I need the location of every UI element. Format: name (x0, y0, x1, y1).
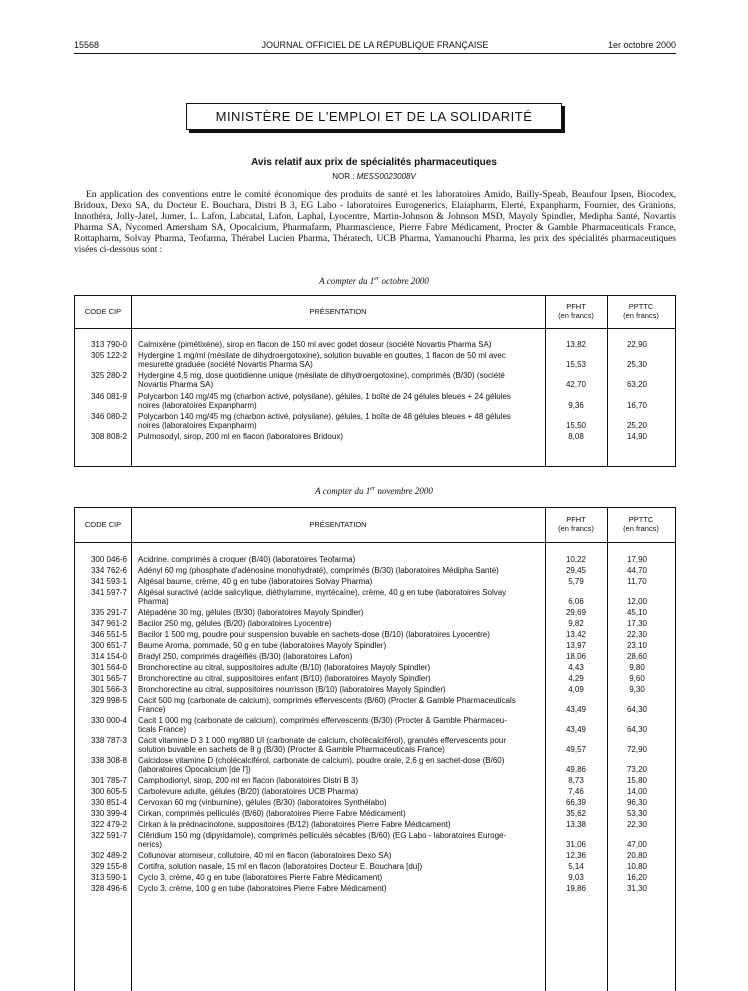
cip-code: 302 489-2 (90, 851, 127, 860)
presentation-line: Hydergine 1 mg/ml (mésilate de dihydroergotoxine), solution buvable en gouttes, 1 flacon de 50 ml avec (138, 351, 506, 361)
cip-code: 313 590-1 (90, 873, 127, 882)
table-row (75, 716, 675, 734)
table-row (75, 696, 675, 714)
ppttc-price: 11,70 (627, 577, 647, 586)
presentation-line: Cacit 500 mg (carbonate de calcium), comprimés effervescents (B/60) (Procter & Gamble Pharmaceuticals (138, 696, 516, 705)
cip-code: 341 597-7 (90, 588, 127, 597)
table-row (75, 412, 675, 430)
nor-code: MESS0023008V (356, 172, 416, 181)
table-row (75, 862, 675, 871)
cip-code: 341 593-1 (90, 577, 127, 586)
col-code-header: CODE CIP (84, 307, 122, 316)
table-row (75, 809, 675, 818)
ppttc-price: 22,90 (626, 340, 648, 349)
nor-label: NOR : (332, 172, 355, 181)
cip-code: 301 564-0 (90, 663, 127, 672)
pfht-price: 15,53 (565, 360, 587, 370)
pfht-price: 31,06 (565, 840, 587, 849)
presentation-line: Algésal baume, crème, 40 g en tube (laboratoires Solvay Pharma) (138, 577, 373, 586)
table-row (75, 340, 675, 349)
cip-code: 322 479-2 (90, 820, 127, 829)
cip-code: 314 154-0 (90, 652, 127, 661)
col-pfht-unit: (en francs) (558, 311, 594, 320)
pfht-price: 8,08 (568, 432, 584, 441)
cip-code: 301 565-7 (90, 674, 127, 683)
pfht-price: 8,73 (568, 776, 584, 785)
ministry-box: MINISTÈRE DE L'EMPLOI ET DE LA SOLIDARITÉ (186, 103, 562, 130)
pfht-price: 7,46 (568, 787, 584, 796)
table-row (75, 392, 675, 410)
pfht-price: 6,06 (568, 597, 584, 606)
cip-code: 347 961-2 (90, 619, 127, 628)
price-table-november (74, 507, 676, 991)
col-ppttc-unit: (en francs) (623, 524, 659, 533)
ppttc-price: 23,10 (626, 641, 648, 650)
presentation-line: Atépadène 30 mg, gélules (B/30) (laboratoires Mayoly Spindler) (138, 608, 364, 617)
price-table-october (74, 295, 676, 467)
presentation-line: (laboratoires Opocalcium [de l']) (138, 765, 251, 774)
cip-code: 329 998-5 (90, 696, 127, 705)
table-row (75, 787, 675, 796)
page-number: 15568 (74, 40, 100, 50)
section-heading-november (0, 486, 748, 496)
ppttc-price: 22,30 (626, 630, 648, 639)
page-header (74, 40, 676, 54)
table-row (75, 756, 675, 774)
ppttc-price: 44,70 (626, 566, 648, 575)
ppttc-price: 64,30 (626, 705, 648, 714)
pfht-price: 35,62 (565, 809, 587, 818)
col-ppttc-header: PPTTC (628, 515, 654, 524)
cip-code: 338 787-3 (90, 736, 127, 745)
table-row (75, 831, 675, 849)
cip-code: 305 122-2 (90, 351, 127, 361)
presentation-line: Cirkan, comprimés pelliculés (B/60) (laboratoires Pierre Fabre Médicament) (138, 809, 406, 818)
intro-paragraph: En application des conventions entre le comité économique des produits de santé et les laboratoires Amido, Bailly-Speab, Beaufour Ipsen, Biocodex, Bridoux, Dexo SA, du Docteur E. Bouchara, Distri B 3, EG Labo - laboratoires Eurogenerics, Elaiapharm, Elerté, Expanpharm, Fournier, des Granions, Innothéra, Jolly-Jatel, Jumer, L. Lafon, Labcatal, Lafon, Laphal, Lyocentre, Martin-Johnson & Johnson MSD, Mayoly Spindler, Medipha Santé, Novartis Pharma SA, Nycomed Amersham SA, Opocalcium, Pharmafarm, Pharmascience, Pierre Fabre Médicament, Procter & Gamble Pharmaceuticals France, Rottapharm, Solvay Pharma, Teofarma, Thérabel Lucien Pharma, Thératech, UCB Pharma, Yamanouchi Pharma, les prix des spécialités pharmaceutiques visées ci-dessous sont : (74, 190, 676, 255)
presentation-line: Collunovar atomiseur, collutoire, 40 ml en flacon (laboratoires Dexo SA) (138, 851, 392, 860)
cip-code: 335 291-7 (90, 608, 127, 617)
ppttc-price: 45,10 (626, 608, 648, 617)
table-row (75, 641, 675, 650)
presentation-line: Bronchorectine au citral, suppositoires nourrisson (B/10) (laboratoires Mayoly Spindler) (138, 685, 446, 694)
presentation-line: Acidrine, comprimés à croquer (B/40) (laboratoires Teofarma) (138, 555, 356, 564)
presentation-line: Bacilor 250 mg, gélules (B/20) (laboratoires Lyocentre) (138, 619, 332, 628)
presentation-line: Polycarbon 140 mg/45 mg (charbon activé, polysilane), gélules, 1 boîte de 48 gélules bleues + 48 gélules (138, 411, 511, 421)
cip-code: 338 308-8 (90, 756, 127, 765)
table-row (75, 371, 675, 389)
pfht-price: 13,42 (565, 630, 587, 639)
presentation-line: Clêridium 150 mg (dipyridamole), comprimés pelliculés sécables (B/60) (EG Labo - laboratoires Euroge- (138, 831, 507, 840)
presentation-line: Adényl 60 mg (phosphate d'adénosine monohydraté), comprimés (B/30) (laboratoires Médipha Santé) (138, 566, 499, 575)
cip-code: 322 591-7 (90, 831, 127, 840)
table-row (75, 555, 675, 564)
section-sup: er (370, 486, 376, 492)
pfht-price: 4,29 (568, 674, 584, 683)
header-rule (74, 53, 676, 54)
presentation-line: Pharma) (138, 597, 169, 606)
presentation-line: Bronchorectine au citral, suppositoires adulte (B/10) (laboratoires Mayoly Spindler) (138, 663, 431, 672)
ppttc-price: 10,80 (626, 862, 648, 871)
presentation-line: solution buvable en sachets de 8 g (B/30) (Procter & Gamble Pharmaceuticals France) (138, 745, 445, 754)
pfht-price: 4,43 (568, 663, 584, 672)
ppttc-price: 17,30 (626, 619, 648, 628)
presentation-line: Algésal suractivé (acide salicylique, diéthylamine, myrtécaïne), crème, 40 g en tube (laboratoires Solvay (138, 588, 507, 597)
ppttc-price: 9,30 (629, 685, 645, 694)
pfht-price: 43,49 (565, 725, 587, 734)
presentation-line: Pulmosodyl, sirop, 200 ml en flacon (laboratoires Bridoux) (138, 432, 343, 441)
ppttc-price: 72,90 (626, 745, 648, 754)
presentation-line: Novartis Pharma SA) (138, 380, 214, 390)
table-row (75, 674, 675, 683)
cip-code: 301 566-3 (90, 685, 127, 694)
table-row (75, 820, 675, 829)
pfht-price: 19,86 (565, 884, 587, 893)
ppttc-price: 20,80 (626, 851, 648, 860)
ppttc-price: 16,20 (626, 873, 648, 882)
presentation-line: Bradyl 250, comprimés dragéifiés (B/30) (laboratoires Lafon) (138, 652, 353, 661)
presentation-line: Polycarbon 140 mg/45 mg (charbon activé, polysilane), gélules, 1 boîte de 24 gélules bleues + 24 gélules (138, 391, 511, 401)
table-row (75, 630, 675, 639)
table-row (75, 776, 675, 785)
table-row (75, 351, 675, 369)
presentation-line: Calcidose vitamine D (cholécalciférol, carbonate de calcium), poudre orale, 2,6 g en sachet-dose (B/60) (138, 756, 505, 765)
presentation-line: ticals France) (138, 725, 187, 734)
pfht-price: 13,82 (565, 340, 587, 349)
table-row (75, 884, 675, 893)
pfht-price: 5,14 (568, 862, 584, 871)
presentation-line: France) (138, 705, 166, 714)
pfht-price: 49,86 (565, 765, 587, 774)
table-row (75, 652, 675, 661)
ppttc-price: 96,30 (626, 798, 648, 807)
pfht-price: 13,97 (565, 641, 587, 650)
presentation-line: Cervoxan 60 mg (vinburnine), gélules (B/30) (laboratoires Synthélabo) (138, 798, 387, 807)
col-presentation-header: PRÉSENTATION (309, 307, 367, 316)
pfht-price: 10,22 (565, 555, 587, 564)
table-row (75, 608, 675, 617)
col-ppttc-header: PPTTC (628, 302, 654, 311)
presentation-line: Cyclo 3, crème, 40 g en tube (laboratoires Pierre Fabre Médicament) (138, 873, 383, 882)
table-row (75, 798, 675, 807)
col-pfht-header: PFHT (566, 302, 586, 311)
presentation-line: Baume Aroma, pommade, 50 g en tube (laboratoires Mayoly Spindler) (138, 641, 387, 650)
presentation-line: Cacit vitamine D 3 1 000 mg/880 UI (carbonate de calcium, cholécalciférol), granulés effervescents pour (138, 736, 507, 745)
presentation-line: Cortifra, solution nasale, 15 ml en flacon (laboratoires Docteur E. Bouchara [du]) (138, 862, 423, 871)
table-row (75, 663, 675, 672)
ppttc-price: 63,20 (626, 380, 648, 390)
cip-code: 300 605-5 (90, 787, 127, 796)
pfht-price: 5,79 (568, 577, 584, 586)
cip-code: 308 808-2 (90, 432, 127, 441)
cip-code: 346 080-2 (90, 411, 127, 421)
table-row (75, 851, 675, 860)
col-presentation-header: PRÉSENTATION (309, 520, 367, 529)
pfht-price: 29,45 (565, 566, 587, 575)
presentation-line: Cirkan à la prédnacinolone, suppositoires (B/12) (laboratoires Pierre Fabre Médicament) (138, 820, 451, 829)
section-suffix: novembre 2000 (375, 486, 433, 496)
pfht-price: 66,39 (565, 798, 587, 807)
ppttc-price: 28,60 (626, 652, 648, 661)
presentation-line: Bacilor 1 500 mg, poudre pour suspension buvable en sachets-dose (B/10) (laboratoires Lyocentre) (138, 630, 490, 639)
ppttc-price: 47,00 (626, 840, 648, 849)
journal-title: JOURNAL OFFICIEL DE LA RÉPUBLIQUE FRANÇAISE (261, 40, 489, 50)
section-suffix: octobre 2000 (379, 276, 429, 286)
table-header (75, 296, 675, 329)
col-pfht-unit: (en francs) (558, 524, 594, 533)
cip-code: 334 762-6 (90, 566, 127, 575)
pfht-price: 15,50 (565, 420, 587, 430)
table-row (75, 619, 675, 628)
ppttc-price: 31,30 (626, 884, 648, 893)
ppttc-price: 17,90 (626, 555, 648, 564)
table-header (75, 508, 675, 543)
notice-title: Avis relatif aux prix de spécialités pharmaceutiques (251, 157, 497, 168)
presentation-line: noires (laboratoires Expanpharm) (138, 400, 257, 410)
cip-code: 300 046-6 (90, 555, 127, 564)
presentation-line: Bronchorectine au citral, suppositoires enfant (B/10) (laboratoires Mayoly Spindler) (138, 674, 431, 683)
cip-code: 325 280-2 (90, 371, 127, 381)
nor-line (0, 172, 748, 181)
presentation-line: noires (laboratoires Expanpharm) (138, 420, 257, 430)
cip-code: 330 399-4 (90, 809, 127, 818)
col-pfht-header: PFHT (566, 515, 586, 524)
table-row (75, 685, 675, 694)
col-code-header: CODE CIP (84, 520, 122, 529)
presentation-line: Cyclo 3, crème, 100 g en tube (laboratoires Pierre Fabre Médicament) (138, 884, 387, 893)
pfht-price: 9,82 (568, 619, 584, 628)
pfht-price: 4,09 (568, 685, 584, 694)
presentation-line: mesurette graduée (société Novartis Pharma SA) (138, 360, 313, 370)
section-prefix: A compter du 1 (319, 276, 375, 286)
cip-code: 301 785-7 (90, 776, 127, 785)
cip-code: 313 790-0 (90, 340, 127, 349)
cip-code: 330 851-4 (90, 798, 127, 807)
section-heading-october (0, 276, 748, 286)
pfht-price: 29,69 (565, 608, 587, 617)
cip-code: 346 551-5 (90, 630, 127, 639)
issue-date: 1er octobre 2000 (607, 40, 676, 50)
ppttc-price: 25,20 (626, 420, 648, 430)
ppttc-price: 73,20 (626, 765, 648, 774)
ppttc-price: 14,00 (626, 787, 648, 796)
table-row (75, 577, 675, 586)
cip-code: 330 000-4 (90, 716, 127, 725)
table-row (75, 736, 675, 754)
ppttc-price: 9,80 (629, 663, 645, 672)
ppttc-price: 12,00 (626, 597, 648, 606)
col-ppttc-unit: (en francs) (623, 311, 659, 320)
table-row (75, 432, 675, 441)
presentation-line: nerics) (138, 840, 163, 849)
pfht-price: 18,06 (565, 652, 587, 661)
presentation-line: Cacit 1 000 mg (carbonate de calcium), comprimés effervescents (B/30) (Procter & Gamble Pharmaceu- (138, 716, 507, 725)
pfht-price: 12,36 (565, 851, 587, 860)
table-row (75, 566, 675, 575)
presentation-line: Hydergine 4,5 mg, dose quotidienne unique (mésilate de dihydroergotoxine), comprimés (B/30) (société (138, 371, 505, 381)
presentation-line: Camphodionyl, sirop, 200 ml en flacon (laboratoires Distri B 3) (138, 776, 359, 785)
ppttc-price: 22,30 (626, 820, 648, 829)
ppttc-price: 14,90 (626, 432, 648, 441)
ppttc-price: 15,80 (626, 776, 648, 785)
ppttc-price: 16,70 (626, 400, 648, 410)
pfht-price: 13,38 (565, 820, 587, 829)
pfht-price: 9,03 (568, 873, 584, 882)
ppttc-price: 64,30 (626, 725, 648, 734)
pfht-price: 42,70 (565, 380, 587, 390)
presentation-line: Carbolevure adulte, gélules (B/20) (laboratoires UCB Pharma) (138, 787, 359, 796)
table-row (75, 588, 675, 606)
pfht-price: 49,57 (565, 745, 587, 754)
pfht-price: 43,49 (565, 705, 587, 714)
pfht-price: 9,36 (568, 400, 584, 410)
cip-code: 328 496-6 (90, 884, 127, 893)
cip-code: 346 081-9 (90, 391, 127, 401)
ppttc-price: 25,30 (626, 360, 648, 370)
section-sup: er (374, 276, 380, 282)
section-prefix: A compter du 1 (315, 486, 371, 496)
cip-code: 300 651-7 (90, 641, 127, 650)
cip-code: 329 155-8 (90, 862, 127, 871)
presentation-line: Calmixène (pimétixène), sirop en flacon de 150 ml avec godet doseur (société Novartis Pharma SA) (138, 340, 492, 349)
ppttc-price: 9,60 (629, 674, 645, 683)
ppttc-price: 53,30 (626, 809, 648, 818)
table-row (75, 873, 675, 882)
